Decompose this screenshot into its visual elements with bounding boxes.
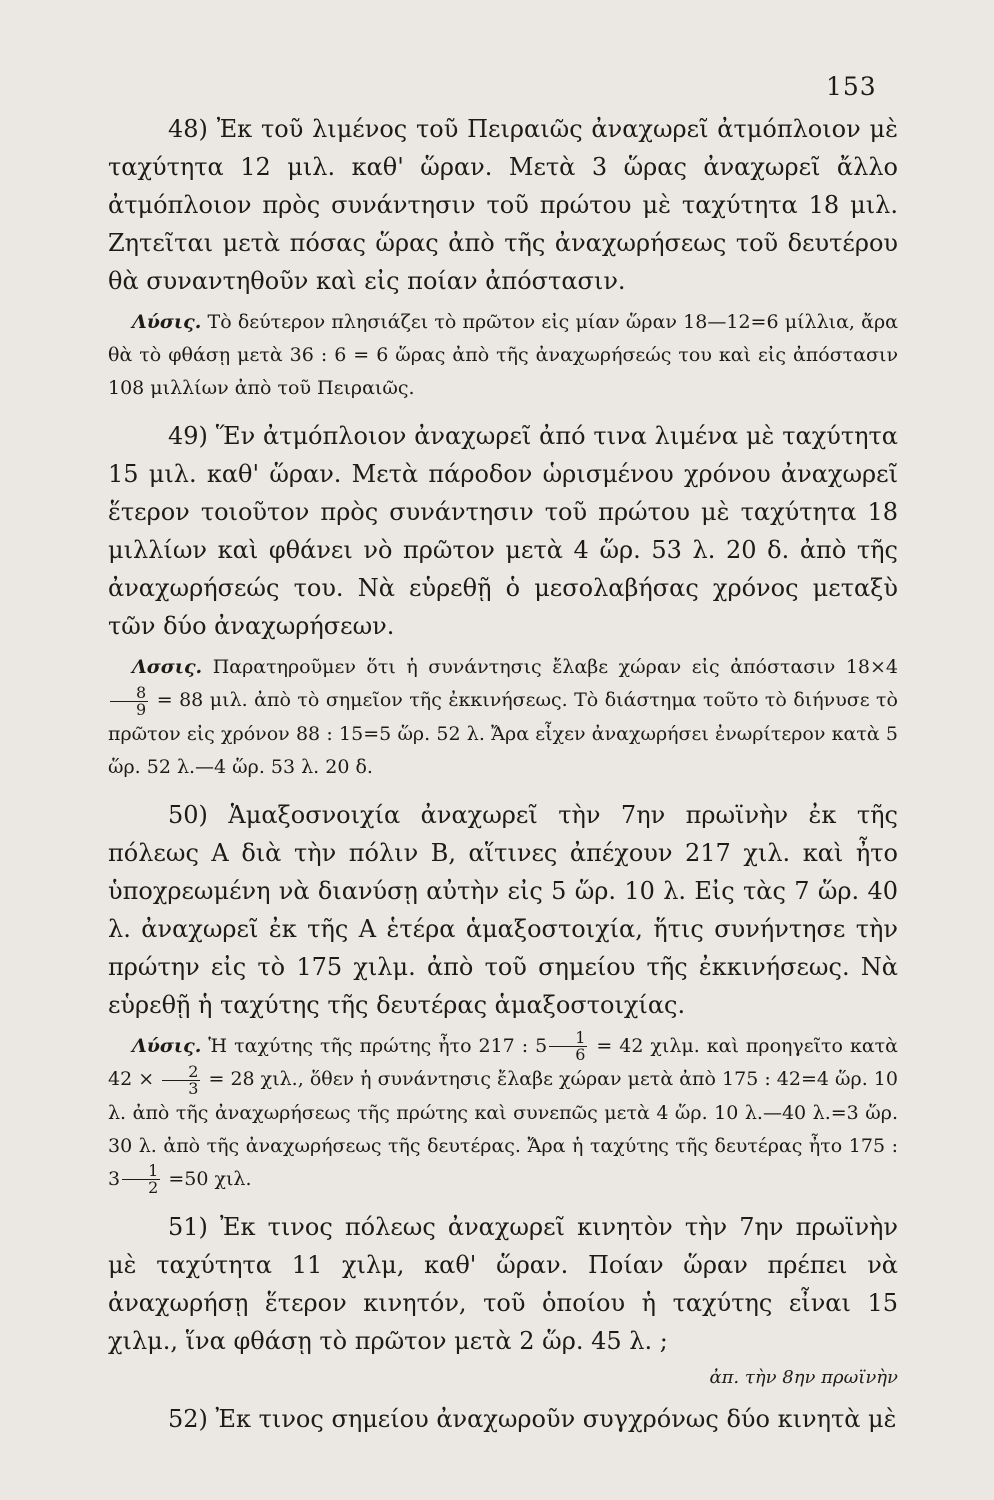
solution-text: = 28 χιλ., ὅθεν ἡ συνάντησις ἔλαβε χώραν μετὰ ἀπὸ 175 : 42=4 ὥρ. 10 λ. ἀπὸ τῆς ἀναχωρήσεως τῆς πρώτης καὶ συνεπῶς μετὰ 4 ὥρ. 10 λ.—40 λ.=3 ὥρ. 30 λ. ἀπὸ τῆς ἀναχωρήσεως τῆς δευτέρας. Ἄρα ἡ ταχύτης τῆς δευτέρας ἦτο 175 : 3 [108,1068,898,1190]
solution-label: Λσσις. [132,656,203,678]
problem-50 [108,796,898,1024]
solution-text: Τὸ δεύτερον πλησιάζει τὸ πρῶτον εἰς μίαν ὥραν 18—12=6 μίλλια, ἄρα θὰ τὸ φθάσῃ μετὰ 36 : 6 = 6 ὥρας ἀπὸ τῆς ἀναχωρήσεώς του καὶ εἰς ἀπόστασιν 108 μιλλίων ἀπὸ τοῦ Πειραιῶς. [108,311,898,399]
fraction-numerator: 1 [549,1030,587,1047]
solution-text: Ἡ ταχύτης τῆς πρώτης ἦτο 217 : 5 [208,1034,548,1057]
problem-number: 52) [168,1405,208,1433]
problem-number: 49) [168,422,208,450]
page-number: 153 [826,72,877,101]
problem-text: Ἕν ἀτμόπλοιον ἀναχωρεῖ ἀπό τινα λιμένα μὲ ταχύτητα 15 μιλ. καθ' ὥραν. Μετὰ πάροδον ὡρισμένου χρόνου ἀναχωρεῖ ἕτερον τοιοῦτον πρὸς συνάντησιν τοῦ πρώτου μὲ ταχύτητα 18 μιλλίων καὶ φθάνει νὸ πρῶτον μετὰ 4 ὥρ. 53 λ. 20 δ. ἀπὸ τῆς ἀναχωρήσεώς του. Νὰ εὑρεθῇ ὁ μεσολαβήσας χρόνος μεταξὺ τῶν δύο ἀναχωρήσεων. [108,422,898,640]
solution-text: = 42 χιλμ. καὶ προηγεῖτο κατὰ 42 × [108,1034,899,1090]
problem-text: Ἁμαξοσνοιχία ἀναχωρεῖ τὴν 7ην πρωϊνὴν ἐκ τῆς πόλεως Α διὰ τὴν πόλιν Β, αἵτινες ἀπέχουν 217 χιλ. καὶ ἦτο ὑποχρεωμένη νὰ διανύσῃ αὐτὴν εἰς 5 ὥρ. 10 λ. Εἰς τὰς 7 ὥρ. 40 λ. ἀναχωρεῖ ἐκ τῆς Α ἑτέρα ἁμαξοστοιχία, ἥτις συνήντησε τὴν πρώτην εἰς τὸ 175 χιλμ. ἀπὸ τοῦ σημείου τῆς ἐκκινήσεως. Νὰ εὑρεθῇ ἡ ταχύτης τῆς δευτέρας ἁμαξοστοιχίας. [108,800,898,1019]
solution-text: Παρατηροῦμεν ὅτι ἡ συνάντησις ἔλαβε χώραν εἰς ἀπόστασιν 18×4 [212,656,898,678]
problem-49 [108,417,898,645]
solution-label: Λύσις. [132,311,202,333]
problem-51 [108,1208,898,1360]
fraction-numerator: 2 [162,1064,200,1081]
problem-text: Ἐκ τινος πόλεως ἀναχωρεῖ κινητὸν τὴν 7ην πρωϊνὴν μὲ ταχύτητα 11 χιλμ, καθ' ὥραν. Ποίαν ὥραν πρέπει νὰ ἀναχωρήσῃ ἕτερον κινητόν, τοῦ ὁποίου ἡ ταχύτης εἶναι 15 χιλμ., ἵνα φθάσῃ τὸ πρῶτον μετὰ 2 ὥρ. 45 λ. ; [108,1213,899,1355]
fraction-denominator: 9 [136,699,147,719]
fraction [162,1061,200,1098]
answer-51: ἀπ. τὴν 8ην πρωϊνὴν [709,1367,898,1388]
solution-48 [108,306,898,405]
solution-text: = 88 μιλ. ἀπὸ τὸ σημεῖον τῆς ἐκκινήσεως. Τὸ διάστημα τοῦτο τὸ διήνυσε τὸ πρῶτον εἰς χρόνον 88 : 15=5 ὥρ. 52 λ. Ἄρα εἶχεν ἀναχωρήσει ἐνωρίτερον κατὰ 5 ὥρ. 52 λ.—4 ὥρ. 53 λ. 20 δ. [108,689,898,778]
solution-text: =50 χιλ. [168,1167,252,1190]
solution-50 [108,1030,898,1197]
problem-number: 51) [168,1213,208,1241]
fraction [549,1030,587,1063]
solution-49 [108,651,898,784]
problem-number: 48) [168,115,208,143]
fraction-denominator: 6 [575,1045,586,1064]
problem-number: 50) [168,800,208,829]
fraction [122,1163,160,1196]
fraction-numerator: 1 [122,1163,160,1180]
fraction [110,682,148,719]
solution-label: Λύσις. [132,1034,202,1057]
fraction-denominator: 3 [188,1078,199,1098]
problem-text: Ἐκ τινος σημείου ἀναχωροῦν συγχρόνως δύο κινητὰ μὲ [215,1405,897,1433]
fraction-denominator: 2 [148,1178,159,1197]
problem-text: Ἐκ τοῦ λιμένος τοῦ Πειραιῶς ἀναχωρεῖ ἀτμόπλοιον μὲ ταχύτητα 12 μιλ. καθ' ὥραν. Μετὰ 3 ὥρας ἀναχωρεῖ ἄλλο ἀτμόπλοιον πρὸς συνάντησιν τοῦ πρώτου μὲ ταχύτητα 18 μιλ. Ζητεῖται μετὰ πόσας ὥρας ἀπὸ τῆς ἀναχωρήσεως τοῦ δευτέρου θὰ συναντηθοῦν καὶ εἰς ποίαν ἀπόστασιν. [108,115,898,295]
problem-52 [108,1400,898,1438]
page-content [108,110,898,1444]
fraction-numerator: 8 [110,685,148,702]
problem-48 [108,110,898,300]
